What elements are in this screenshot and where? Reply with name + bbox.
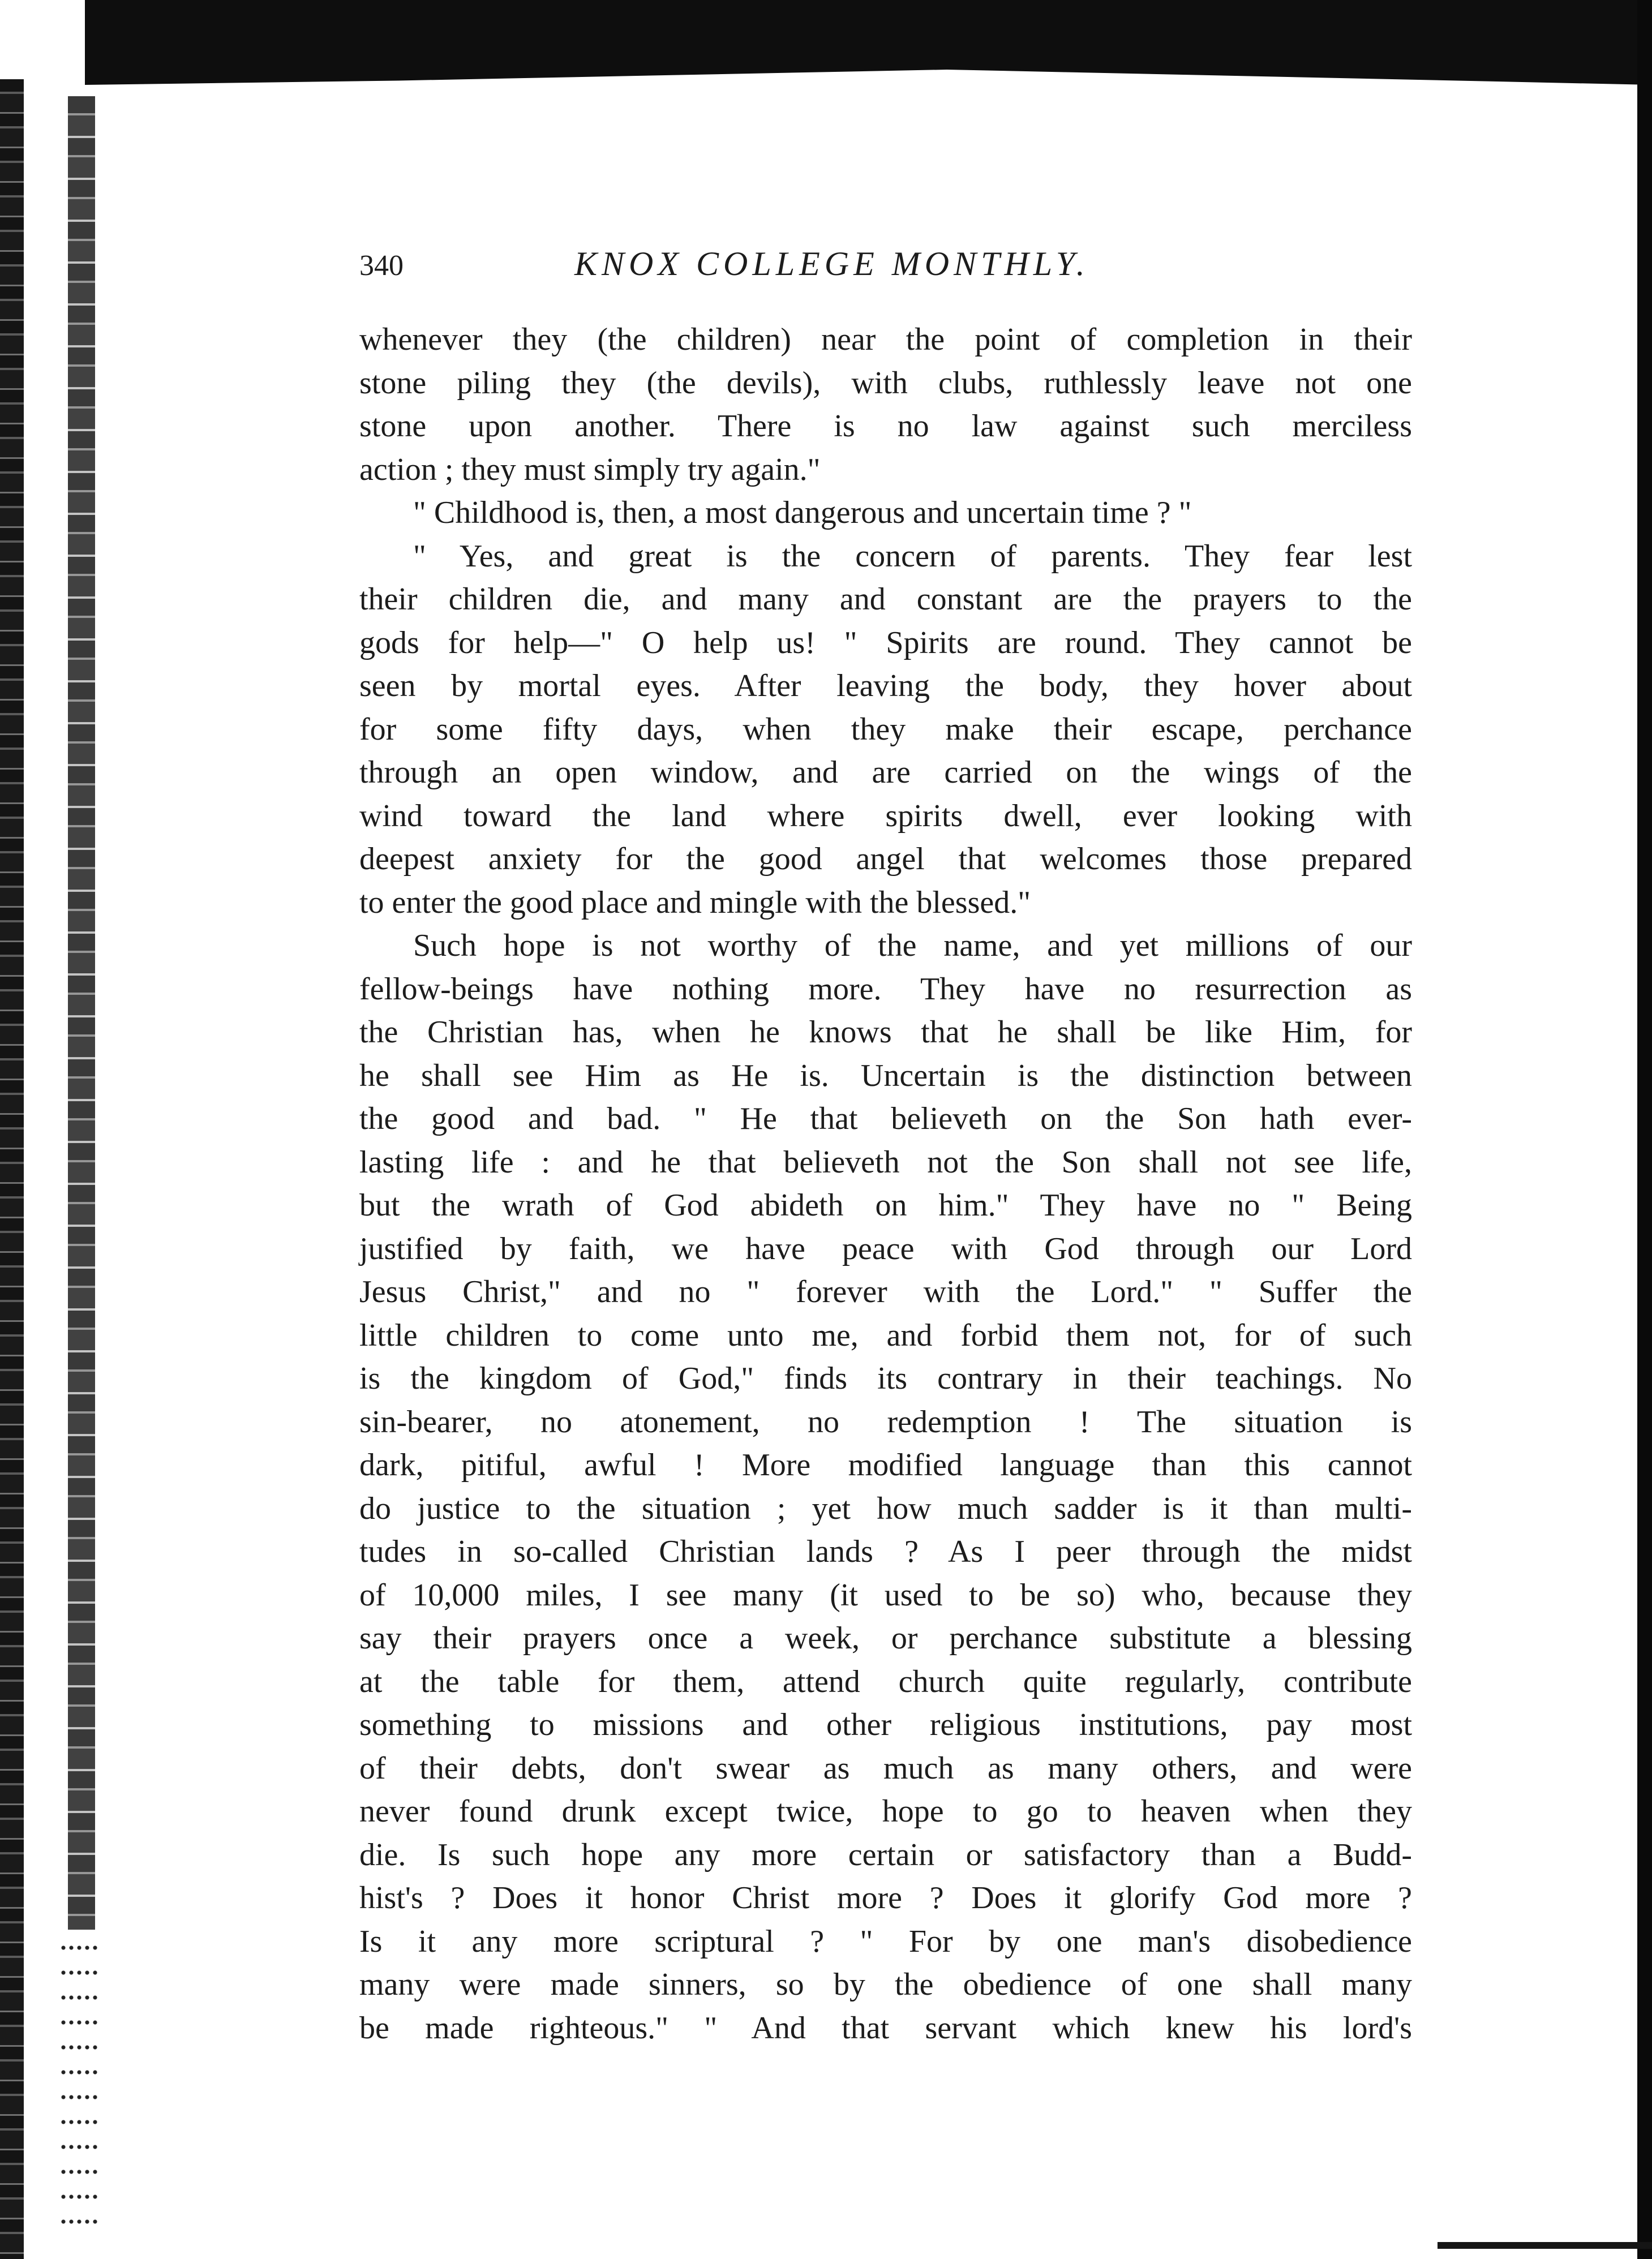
text-line: justified by faith, we have peace with God through our Lord — [359, 1231, 1412, 1266]
text-line: of 10,000 miles, I see many (it used to be so) who, because they — [359, 1577, 1412, 1613]
text-line: do justice to the situation ; yet how much sadder is it than multi- — [359, 1491, 1412, 1526]
text-line: the good and bad. " He that believeth on the Son hath ever- — [359, 1101, 1412, 1136]
page-number: 340 — [359, 250, 404, 282]
text-line: stone piling they (the devils), with clubs, ruthlessly leave not one — [359, 365, 1412, 401]
text-line: is the kingdom of God," finds its contrary in their teachings. No — [359, 1361, 1412, 1396]
text-line: wind toward the land where spirits dwell, ever looking with — [359, 798, 1412, 834]
text-line: but the wrath of God abideth on him." They have no " Being — [359, 1188, 1412, 1223]
text-line: their children die, and many and constant are the prayers to the — [359, 582, 1412, 617]
text-line: little children to come unto me, and forbid them not, for of such — [359, 1317, 1412, 1353]
text-line: tudes in so-called Christian lands ? As I peer through the midst — [359, 1534, 1412, 1569]
text-line: Such hope is not worthy of the name, and yet millions of our — [413, 928, 1412, 963]
text-line: lasting life : and he that believeth not the Son shall not see life, — [359, 1144, 1412, 1180]
text-line: the Christian has, when he knows that he shall be like Him, for — [359, 1015, 1412, 1050]
text-line: gods for help—" O help us! " Spirits are round. They cannot be — [359, 625, 1412, 660]
text-line: fellow-beings have nothing more. They have no resurrection as — [359, 971, 1412, 1007]
body-text — [359, 318, 1412, 2050]
scan-top-shadow — [85, 0, 1652, 85]
scan-left-binding-edge — [0, 79, 24, 2259]
text-line: dark, pitiful, awful ! More modified language than this cannot — [359, 1448, 1412, 1483]
text-line: " Childhood is, then, a most dangerous and uncertain time ? " — [413, 495, 1192, 530]
text-line: say their prayers once a week, or perchance substitute a blessing — [359, 1621, 1412, 1656]
text-line: he shall see Him as He is. Uncertain is the distinction between — [359, 1058, 1412, 1093]
text-line: Jesus Christ," and no " forever with the Lord." " Suffer the — [359, 1274, 1412, 1309]
text-line: for some fifty days, when they make their escape, perchance — [359, 711, 1412, 747]
text-line: sin-bearer, no atonement, no redemption ! The situation is — [359, 1404, 1412, 1440]
text-line: be made righteous." " And that servant which knew his lord's — [359, 2010, 1412, 2046]
text-line: to enter the good place and mingle with the blessed." — [359, 884, 1031, 920]
scan-right-edge — [1637, 0, 1652, 2259]
text-line: at the table for them, attend church quite regularly, contribute — [359, 1664, 1412, 1699]
text-line: Is it any more scriptural ? " For by one man's disobedience — [359, 1923, 1412, 1959]
text-line: many were made sinners, so by the obedience of one shall many — [359, 1967, 1412, 2002]
page-header — [359, 244, 1491, 295]
scan-left-speckles — [59, 1935, 99, 2230]
text-line: stone upon another. There is no law against such merciless — [359, 409, 1412, 444]
text-line: something to missions and other religious institutions, pay most — [359, 1707, 1412, 1742]
text-line: hist's ? Does it honor Christ more ? Does it glorify God more ? — [359, 1880, 1412, 1916]
text-line: deepest anxiety for the good angel that welcomes those prepared — [359, 841, 1412, 877]
text-line: whenever they (the children) near the point of completion in their — [359, 322, 1412, 357]
text-line: " Yes, and great is the concern of parents. They fear lest — [413, 538, 1412, 574]
scan-left-gutter-shadow — [68, 96, 95, 1930]
running-head: KNOX COLLEGE MONTHLY. — [574, 245, 1089, 282]
text-line: seen by mortal eyes. After leaving the body, they hover about — [359, 668, 1412, 703]
text-line: through an open window, and are carried on the wings of the — [359, 755, 1412, 790]
text-line: never found drunk except twice, hope to go to heaven when they — [359, 1794, 1412, 1829]
scan-bottom-rule — [1438, 2242, 1652, 2249]
text-line: of their debts, don't swear as much as many others, and were — [359, 1750, 1412, 1786]
text-line: die. Is such hope any more certain or satisfactory than a Budd- — [359, 1837, 1412, 1873]
text-line: action ; they must simply try again." — [359, 452, 821, 487]
